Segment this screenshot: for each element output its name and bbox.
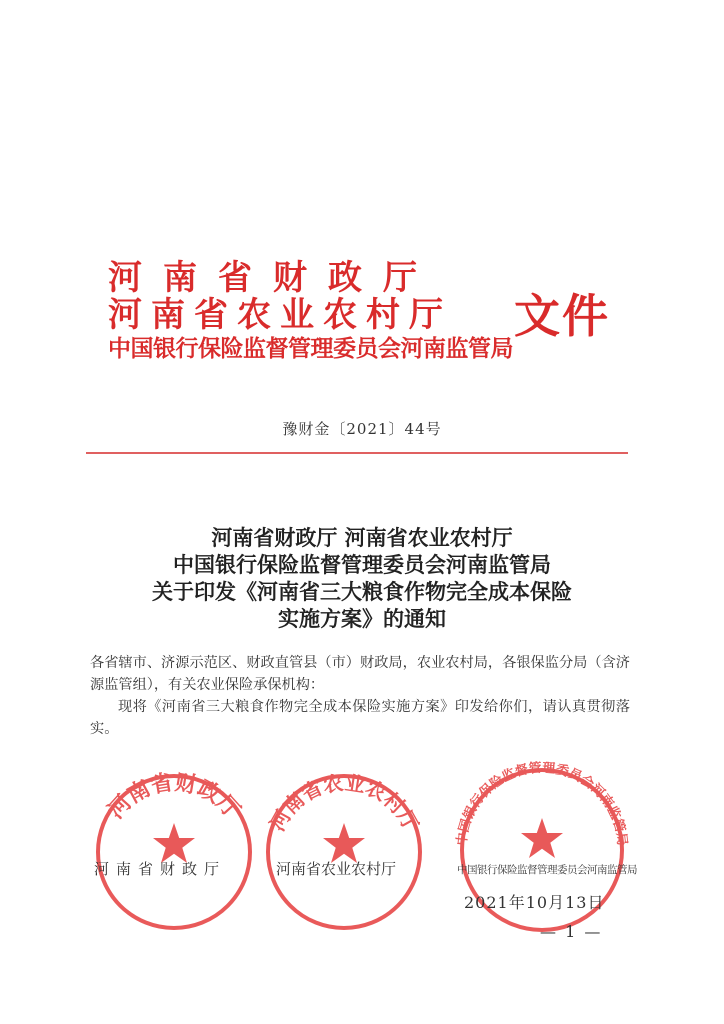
- seal-2-text: 河南省农业农村厅: [264, 770, 424, 836]
- letterhead-line-2: 河南省农业农村厅: [108, 295, 452, 335]
- letterhead-line-3: 中国银行保险监督管理委员会河南监管局: [108, 336, 513, 362]
- letterhead-line-1: 河南省财政厅: [108, 258, 438, 298]
- seal-3-text: 中国银行保险监督管理委员会河南监管局: [454, 760, 630, 847]
- addressee-paragraph: 各省辖市、济源示范区、财政直管县（市）财政局，农业农村局，各银保监分局（含济源监管组），有关农业保险承保机构：: [90, 655, 630, 693]
- seal-finance-department: [98, 769, 250, 928]
- issue-date: 2021年10月13日: [464, 893, 605, 912]
- title-line-4: 实施方案》的通知: [278, 606, 446, 631]
- seal-1-text: 河南省财政厅: [102, 769, 246, 824]
- seal-agriculture-department: [265, 770, 423, 928]
- title-line-2: 中国银行保险监督管理委员会河南监管局: [173, 552, 551, 577]
- body-paragraph: 现将《河南省三大粮食作物完全成本保险实施方案》印发给你们，请认真贯彻落实。: [90, 699, 630, 737]
- signature-agriculture: 河南省农业农村厅: [276, 860, 397, 878]
- letterhead-suffix: 文件: [514, 289, 610, 343]
- title-line-3: 关于印发《河南省三大粮食作物完全成本保险: [152, 579, 572, 604]
- signature-finance: 河南省财政厅: [94, 860, 227, 878]
- page-number: — 1 —: [540, 922, 603, 941]
- document-number: 豫财金〔2021〕44号: [282, 420, 442, 438]
- title-line-1: 河南省财政厅 河南省农业农村厅: [211, 525, 513, 550]
- signature-cbirc: 中国银行保险监督管理委员会河南监管局: [457, 864, 637, 876]
